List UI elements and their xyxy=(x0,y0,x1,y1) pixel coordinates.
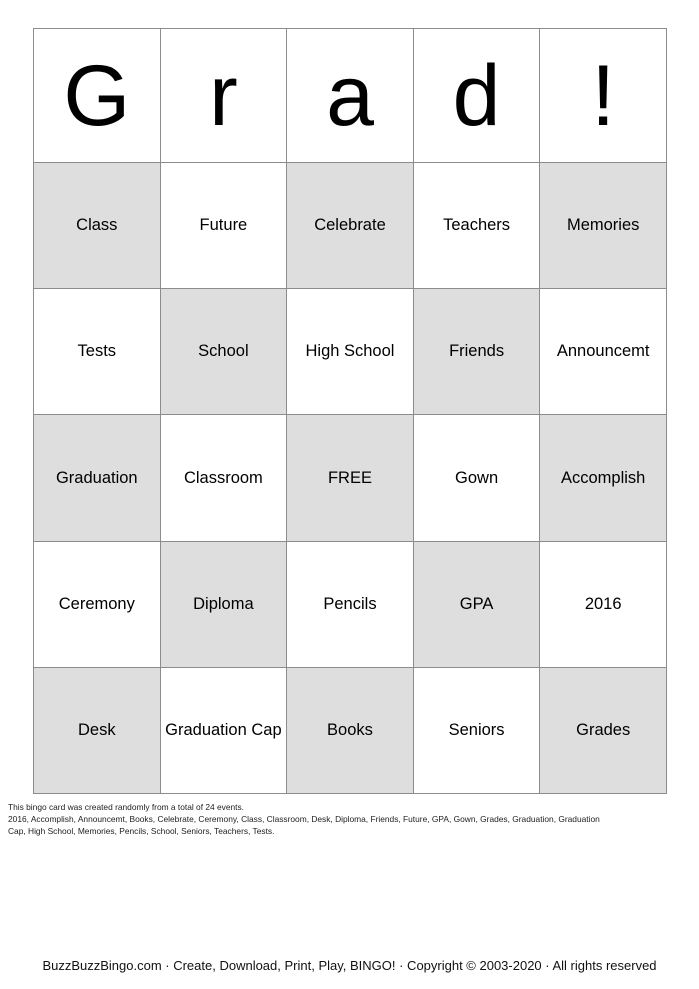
bingo-cell-label: Accomplish xyxy=(561,468,646,487)
bingo-cell[interactable] xyxy=(160,415,287,541)
bingo-cell-label: Desk xyxy=(78,720,116,739)
bingo-cell-label: High School xyxy=(305,342,395,361)
bingo-cell-label: Graduation Cap xyxy=(165,720,282,739)
header-letter: r xyxy=(209,47,238,144)
header-letter: G xyxy=(63,47,131,144)
bingo-cell[interactable] xyxy=(413,667,540,793)
header-cell-4 xyxy=(540,29,667,163)
bingo-cell-label: GPA xyxy=(459,594,494,613)
header-cell-0 xyxy=(34,29,161,163)
bingo-cell-label: Friends xyxy=(449,342,505,361)
bingo-cell-label: Gown xyxy=(455,468,499,487)
footnote-line-2: 2016, Accomplish, Announcemt, Books, Celebrate, Ceremony, Class, Classroom, Desk, Diploma, Friends, Future, GPA, Gown, Grades, Graduation, Graduation xyxy=(8,814,600,825)
page-footer xyxy=(0,958,699,973)
bingo-cell[interactable] xyxy=(34,667,161,793)
bingo-cell-label: Celebrate xyxy=(314,216,386,235)
header-letter: d xyxy=(452,47,501,144)
bingo-cell-label: Teachers xyxy=(443,216,511,235)
bingo-header-row xyxy=(34,29,667,163)
bingo-cell[interactable] xyxy=(160,667,287,793)
bingo-row xyxy=(34,415,667,541)
bingo-row xyxy=(34,541,667,667)
bingo-cell[interactable] xyxy=(34,163,161,289)
footer-credit-text: BuzzBuzzBingo.com · Create, Download, Print, Play, BINGO! · Copyright © 2003-2020 · All rights reserved xyxy=(42,958,657,973)
header-letter: a xyxy=(326,47,374,144)
bingo-cell[interactable] xyxy=(540,667,667,793)
bingo-cell[interactable] xyxy=(34,289,161,415)
bingo-cell-label: Grades xyxy=(576,720,631,739)
bingo-cell-label: Books xyxy=(327,720,373,739)
bingo-cell-label: Seniors xyxy=(448,720,505,739)
bingo-row xyxy=(34,289,667,415)
bingo-cell-label: Ceremony xyxy=(58,594,135,613)
bingo-cell-free[interactable] xyxy=(287,415,414,541)
bingo-cell[interactable] xyxy=(413,289,540,415)
header-cell-2 xyxy=(287,29,414,163)
bingo-cell-label: FREE xyxy=(327,468,372,487)
header-letter: ! xyxy=(591,47,616,144)
bingo-cell[interactable] xyxy=(34,541,161,667)
bingo-cell-label: Future xyxy=(199,216,248,235)
bingo-cell[interactable] xyxy=(34,415,161,541)
bingo-cell[interactable] xyxy=(160,163,287,289)
bingo-cell-label: Classroom xyxy=(183,468,263,487)
card-footnote xyxy=(8,801,694,838)
header-cell-3 xyxy=(413,29,540,163)
bingo-cell[interactable] xyxy=(540,289,667,415)
footnote-line-1: This bingo card was created randomly from a total of 24 events. xyxy=(8,802,245,812)
bingo-cell-label: School xyxy=(198,342,249,361)
bingo-cell-label: Pencils xyxy=(323,594,377,613)
bingo-row xyxy=(34,163,667,289)
bingo-cell-label: Class xyxy=(76,216,118,235)
bingo-cell-label: Memories xyxy=(566,216,640,235)
bingo-cell[interactable] xyxy=(287,289,414,415)
bingo-cell[interactable] xyxy=(160,541,287,667)
bingo-cell-label: 2016 xyxy=(584,594,622,613)
bingo-cell[interactable] xyxy=(413,541,540,667)
bingo-row xyxy=(34,667,667,793)
footnote-line-3: Cap, High School, Memories, Pencils, School, Seniors, Teachers, Tests. xyxy=(8,826,275,837)
bingo-cell[interactable] xyxy=(413,415,540,541)
bingo-cell[interactable] xyxy=(287,163,414,289)
bingo-cell[interactable] xyxy=(287,541,414,667)
bingo-cell-label: Diploma xyxy=(193,594,254,613)
bingo-cell-label: Graduation xyxy=(55,468,138,487)
bingo-grid xyxy=(33,28,667,794)
bingo-cell[interactable] xyxy=(413,163,540,289)
header-cell-1 xyxy=(160,29,287,163)
bingo-cell-label: Announcemt xyxy=(556,342,650,361)
bingo-cell[interactable] xyxy=(540,415,667,541)
bingo-cell[interactable] xyxy=(160,289,287,415)
bingo-cell[interactable] xyxy=(540,163,667,289)
bingo-cell[interactable] xyxy=(287,667,414,793)
bingo-cell-label: Tests xyxy=(77,342,117,361)
bingo-cell[interactable] xyxy=(540,541,667,667)
